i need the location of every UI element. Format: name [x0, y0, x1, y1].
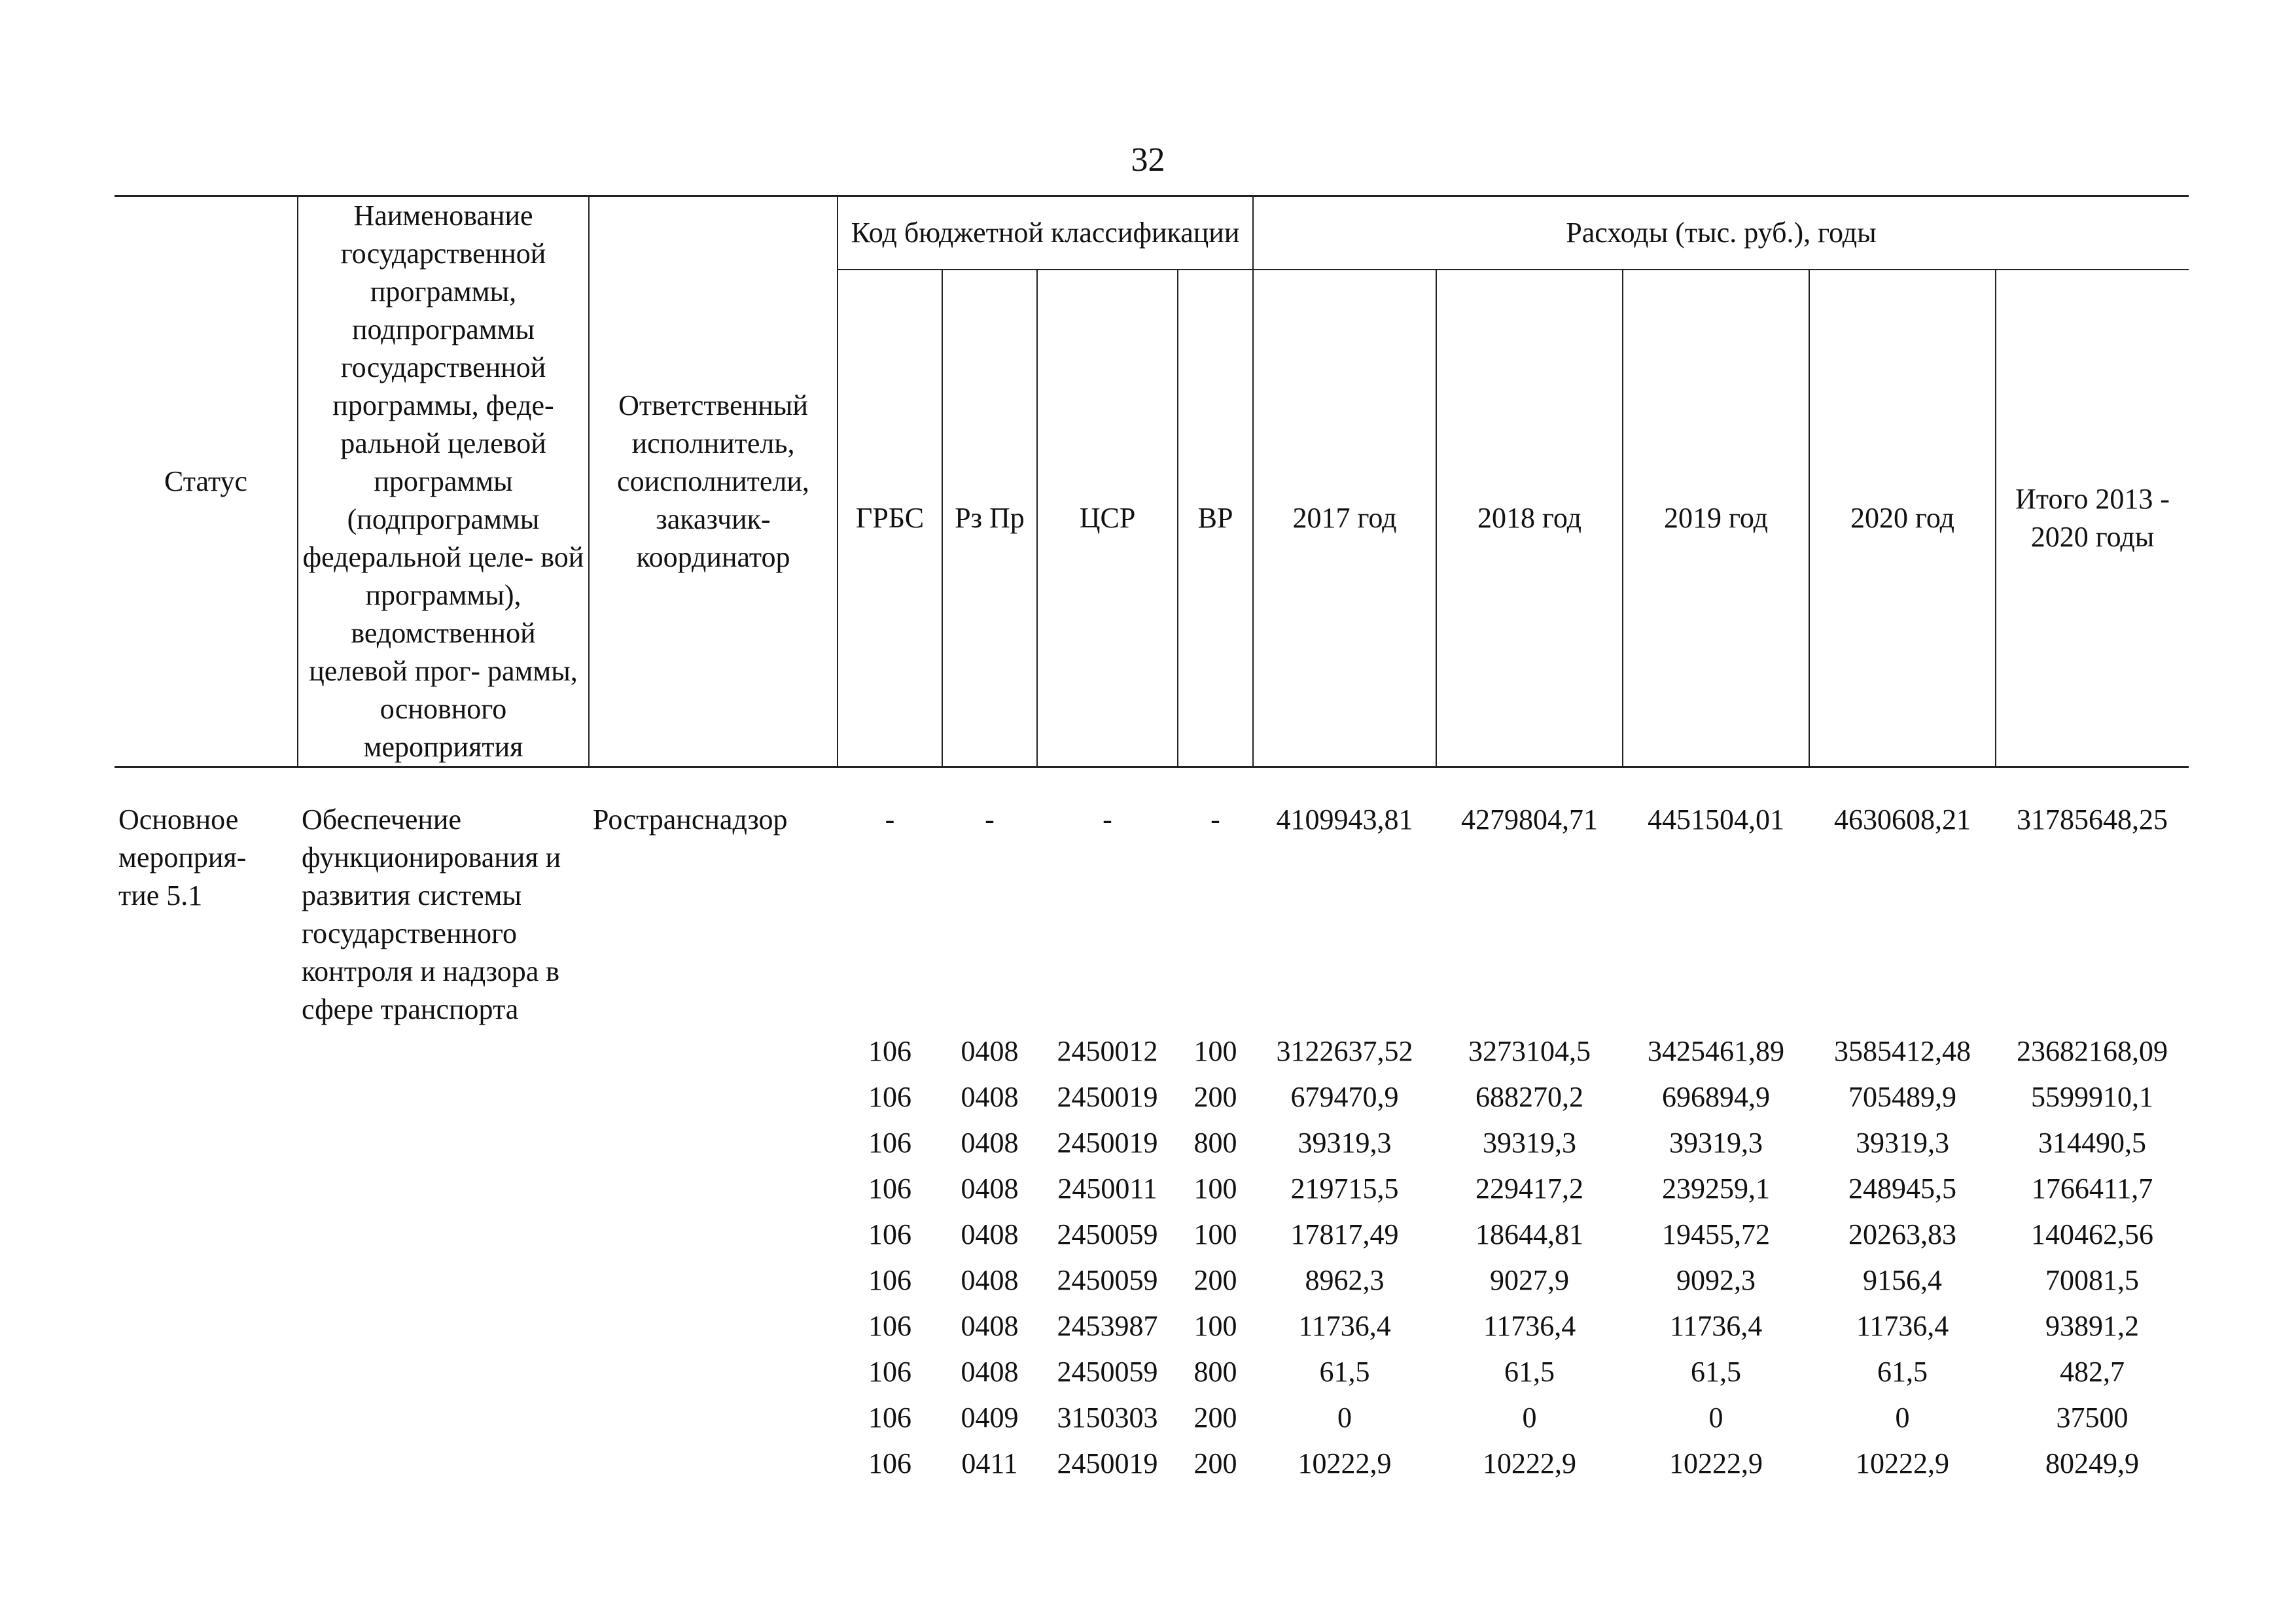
cell-y2017: 11736,4 — [1298, 1310, 1391, 1342]
cell-rzpr: 0408 — [961, 1127, 1019, 1159]
cell-y2020: 0 — [1895, 1402, 1910, 1434]
cell-total: 1766411,7 — [2031, 1172, 2153, 1205]
cell-total: 482,7 — [2060, 1356, 2125, 1388]
cell-y2018: 3273104,5 — [1468, 1035, 1591, 1067]
header-name-text: Наименование государственной программы, подпрограммы государственной программы, феде- ральной целевой программы (подпрограммы федеральной целе- вой программы), ведомственной целевой прог- раммы, основного мероприятия — [302, 200, 584, 763]
empty-cell — [589, 1029, 838, 1074]
page-number: 32 — [1131, 141, 1165, 179]
cell-y2017: 39319,3 — [1298, 1127, 1392, 1159]
empty-cell — [115, 1258, 298, 1303]
cell-y2020: 10222,9 — [1856, 1447, 1950, 1479]
table-row — [115, 1349, 2189, 1395]
cell-rzpr: 0411 — [961, 1447, 1018, 1479]
empty-cell — [298, 1349, 589, 1395]
main-name: Обеспечение функционирования и развития системы государственного контроля и надзора в сфере транспорта — [302, 803, 561, 1025]
cell-vr: 200 — [1193, 1081, 1237, 1113]
cell-y2018: 229417,2 — [1475, 1172, 1584, 1205]
cell-y2017: 679470,9 — [1290, 1081, 1399, 1113]
header-name — [298, 196, 589, 767]
cell-y2020: 9156,4 — [1863, 1264, 1943, 1296]
cell-csr: 2453987 — [1057, 1310, 1158, 1342]
cell-y2017: 0 — [1337, 1402, 1352, 1434]
cell-y2020: 61,5 — [1877, 1356, 1928, 1388]
cell-grbs: 106 — [868, 1310, 911, 1342]
main-total: 31785648,25 — [2017, 803, 2168, 836]
main-2020: 4630608,21 — [1834, 803, 1971, 836]
cell-y2017: 3122637,52 — [1276, 1035, 1413, 1067]
empty-cell — [115, 1212, 298, 1258]
cell-rzpr: 0408 — [961, 1081, 1019, 1113]
empty-cell — [589, 1166, 838, 1212]
cell-y2019: 10222,9 — [1669, 1447, 1763, 1479]
table-row — [115, 1303, 2189, 1349]
table-row — [115, 1074, 2189, 1120]
cell-rzpr: 0408 — [961, 1264, 1019, 1296]
cell-grbs: 106 — [868, 1172, 911, 1205]
cell-grbs: 106 — [868, 1127, 911, 1159]
cell-vr: 800 — [1193, 1356, 1237, 1388]
cell-rzpr: 0409 — [961, 1402, 1019, 1434]
empty-cell — [589, 1349, 838, 1395]
cell-vr: 800 — [1193, 1127, 1237, 1159]
table-row — [115, 1258, 2189, 1303]
cell-y2018: 10222,9 — [1483, 1447, 1577, 1479]
cell-grbs: 106 — [868, 1035, 911, 1067]
cell-y2017: 61,5 — [1319, 1356, 1370, 1388]
cell-y2018: 39319,3 — [1483, 1127, 1577, 1159]
header-total: Итого 2013 - 2020 годы — [2015, 482, 2170, 553]
header-2018: 2018 год — [1436, 270, 1623, 767]
header-2017: 2017 год — [1253, 270, 1436, 767]
main-executor: Ространснадзор — [593, 803, 788, 836]
main-activity-row — [115, 767, 2189, 1029]
cell-grbs: 106 — [868, 1402, 911, 1434]
table-body — [115, 767, 2189, 1487]
cell-vr: 200 — [1193, 1264, 1237, 1296]
cell-y2018: 688270,2 — [1475, 1081, 1584, 1113]
empty-cell — [298, 1212, 589, 1258]
cell-csr: 2450019 — [1057, 1127, 1158, 1159]
empty-cell — [298, 1120, 589, 1166]
empty-cell — [589, 1074, 838, 1120]
empty-cell — [115, 1120, 298, 1166]
main-grbs: - — [885, 803, 895, 836]
cell-total: 23682168,09 — [2017, 1035, 2168, 1067]
header-2019: 2019 год — [1623, 270, 1809, 767]
cell-total: 93891,2 — [2045, 1310, 2140, 1342]
table-row — [115, 1441, 2189, 1487]
empty-cell — [115, 1303, 298, 1349]
empty-cell — [298, 1395, 589, 1441]
cell-y2018: 18644,81 — [1475, 1218, 1584, 1250]
empty-cell — [298, 1441, 589, 1487]
cell-y2017: 8962,3 — [1305, 1264, 1385, 1296]
cell-total: 5599910,1 — [2031, 1081, 2154, 1113]
empty-cell — [589, 1395, 838, 1441]
cell-csr: 2450059 — [1057, 1356, 1158, 1388]
cell-y2020: 3585412,48 — [1834, 1035, 1971, 1067]
empty-cell — [298, 1303, 589, 1349]
cell-y2019: 0 — [1708, 1402, 1723, 1434]
budget-table — [115, 195, 2189, 1487]
empty-cell — [298, 1258, 589, 1303]
empty-cell — [115, 1395, 298, 1441]
header-executor: Ответственный исполнитель, соисполнители, заказчик- координатор — [589, 196, 838, 767]
cell-y2019: 3425461,89 — [1648, 1035, 1785, 1067]
cell-y2019: 696894,9 — [1662, 1081, 1771, 1113]
cell-y2018: 9027,9 — [1490, 1264, 1570, 1296]
header-csr: ЦСР — [1037, 270, 1178, 767]
cell-y2017: 219715,5 — [1290, 1172, 1399, 1205]
empty-cell — [298, 1074, 589, 1120]
empty-cell — [115, 1074, 298, 1120]
main-status: Основное мероприя- тие 5.1 — [118, 803, 247, 911]
cell-y2017: 10222,9 — [1298, 1447, 1392, 1479]
header-rzpr: Рз Пр — [942, 270, 1037, 767]
cell-rzpr: 0408 — [961, 1310, 1019, 1342]
cell-csr: 3150303 — [1057, 1402, 1158, 1434]
header-budget-code-group: Код бюджетной классификации — [838, 196, 1253, 270]
main-2018: 4279804,71 — [1461, 803, 1598, 836]
header-2020: 2020 год — [1809, 270, 1996, 767]
cell-y2018: 0 — [1522, 1402, 1537, 1434]
cell-y2019: 61,5 — [1691, 1356, 1742, 1388]
empty-cell — [589, 1212, 838, 1258]
empty-cell — [115, 1349, 298, 1395]
cell-grbs: 106 — [868, 1264, 911, 1296]
cell-y2020: 20263,83 — [1848, 1218, 1957, 1250]
main-2017: 4109943,81 — [1276, 803, 1413, 836]
table-row — [115, 1395, 2189, 1441]
cell-grbs: 106 — [868, 1218, 911, 1250]
table-header — [115, 196, 2189, 767]
empty-cell — [589, 1120, 838, 1166]
cell-csr: 2450011 — [1057, 1172, 1157, 1205]
empty-cell — [589, 1258, 838, 1303]
cell-y2018: 11736,4 — [1483, 1310, 1576, 1342]
empty-cell — [115, 1441, 298, 1487]
cell-total: 80249,9 — [2045, 1447, 2140, 1479]
cell-rzpr: 0408 — [961, 1218, 1019, 1250]
cell-total: 314490,5 — [2038, 1127, 2147, 1159]
cell-y2019: 239259,1 — [1662, 1172, 1771, 1205]
empty-cell — [115, 1029, 298, 1074]
header-expenses-group: Расходы (тыс. руб.), годы — [1253, 196, 2189, 270]
main-2019: 4451504,01 — [1648, 803, 1785, 836]
cell-vr: 100 — [1193, 1310, 1237, 1342]
cell-y2019: 39319,3 — [1669, 1127, 1763, 1159]
cell-csr: 2450019 — [1057, 1081, 1158, 1113]
cell-rzpr: 0408 — [961, 1035, 1019, 1067]
cell-y2019: 9092,3 — [1676, 1264, 1756, 1296]
cell-rzpr: 0408 — [961, 1172, 1019, 1205]
header-vr: ВР — [1178, 270, 1253, 767]
cell-y2018: 61,5 — [1504, 1356, 1555, 1388]
cell-y2020: 705489,9 — [1848, 1081, 1957, 1113]
header-grbs: ГРБС — [838, 270, 942, 767]
cell-csr: 2450059 — [1057, 1264, 1158, 1296]
empty-cell — [298, 1166, 589, 1212]
table-row — [115, 1212, 2189, 1258]
cell-total: 37500 — [2056, 1402, 2128, 1434]
main-rzpr: - — [985, 803, 995, 836]
cell-total: 70081,5 — [2045, 1264, 2140, 1296]
empty-cell — [589, 1441, 838, 1487]
cell-vr: 100 — [1193, 1172, 1237, 1205]
cell-csr: 2450012 — [1057, 1035, 1158, 1067]
empty-cell — [115, 1166, 298, 1212]
cell-y2019: 19455,72 — [1662, 1218, 1771, 1250]
cell-grbs: 106 — [868, 1356, 911, 1388]
main-vr: - — [1210, 803, 1220, 836]
empty-cell — [589, 1303, 838, 1349]
cell-grbs: 106 — [868, 1447, 911, 1479]
table-row — [115, 1166, 2189, 1212]
cell-vr: 100 — [1193, 1035, 1237, 1067]
empty-cell — [298, 1029, 589, 1074]
cell-grbs: 106 — [868, 1081, 911, 1113]
table-row — [115, 1120, 2189, 1166]
cell-y2020: 39319,3 — [1856, 1127, 1950, 1159]
cell-total: 140462,56 — [2031, 1218, 2154, 1250]
cell-y2020: 11736,4 — [1856, 1310, 1949, 1342]
cell-y2020: 248945,5 — [1848, 1172, 1957, 1205]
main-csr: - — [1103, 803, 1112, 836]
cell-y2019: 11736,4 — [1669, 1310, 1763, 1342]
cell-vr: 100 — [1193, 1218, 1237, 1250]
cell-vr: 200 — [1193, 1447, 1237, 1479]
cell-vr: 200 — [1193, 1402, 1237, 1434]
header-status: Статус — [115, 196, 298, 767]
cell-csr: 2450059 — [1057, 1218, 1158, 1250]
table-row — [115, 1029, 2189, 1074]
cell-rzpr: 0408 — [961, 1356, 1019, 1388]
cell-csr: 2450019 — [1057, 1447, 1158, 1479]
cell-y2017: 17817,49 — [1290, 1218, 1399, 1250]
